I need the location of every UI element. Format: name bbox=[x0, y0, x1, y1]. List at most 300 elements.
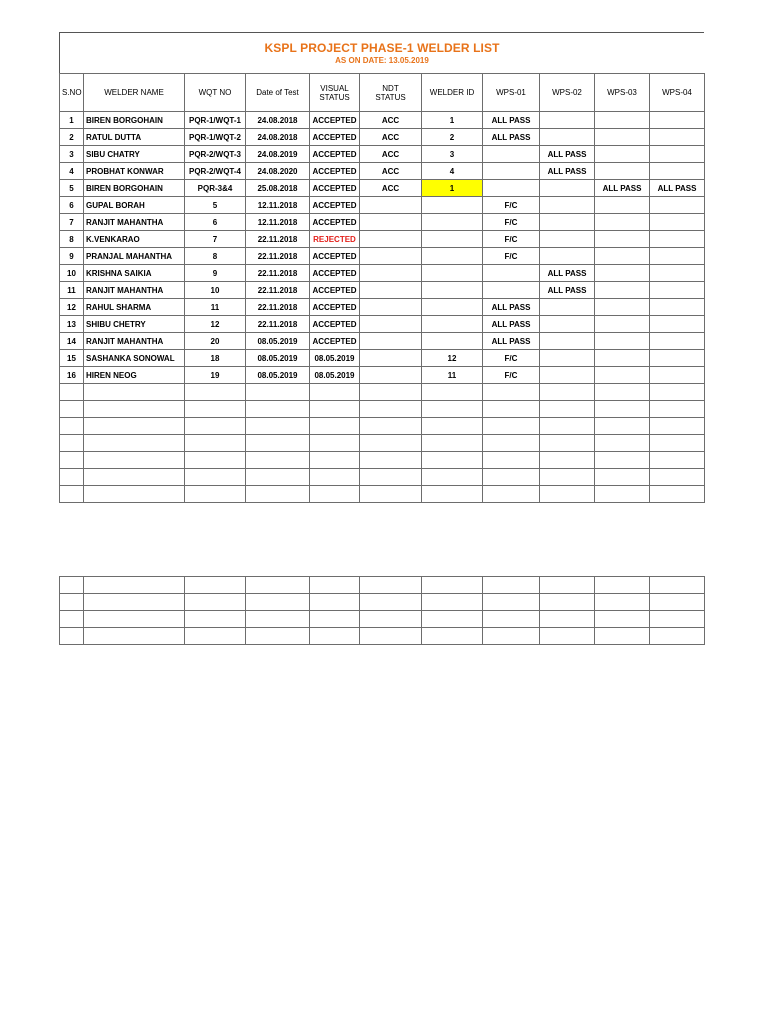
cell-sno: 10 bbox=[60, 265, 84, 282]
cell-wps-03 bbox=[595, 299, 650, 316]
empty-row bbox=[60, 435, 705, 452]
cell-date-of-test: 12.11.2018 bbox=[246, 214, 310, 231]
cell-welder-name: K.VENKARAO bbox=[84, 231, 185, 248]
empty-cell bbox=[60, 486, 84, 503]
cell-wps-03 bbox=[595, 112, 650, 129]
empty-cell bbox=[483, 401, 540, 418]
empty-cell bbox=[483, 594, 540, 611]
cell-visual-status: ACCEPTED bbox=[310, 248, 360, 265]
empty-cell bbox=[60, 384, 84, 401]
cell-welder-id bbox=[422, 197, 483, 214]
cell-date-of-test: 22.11.2018 bbox=[246, 248, 310, 265]
empty-cell bbox=[185, 577, 246, 594]
cell-wps-02 bbox=[540, 129, 595, 146]
empty-cell bbox=[360, 418, 422, 435]
blank-grid-block bbox=[59, 576, 704, 645]
cell-welder-name: RANJIT MAHANTHA bbox=[84, 282, 185, 299]
as-on-date: AS ON DATE: 13.05.2019 bbox=[335, 56, 429, 65]
cell-wps-01: ALL PASS bbox=[483, 129, 540, 146]
empty-cell bbox=[360, 435, 422, 452]
empty-cell bbox=[360, 628, 422, 645]
cell-wqt-no: 8 bbox=[185, 248, 246, 265]
cell-visual-status: ACCEPTED bbox=[310, 282, 360, 299]
cell-wps-02 bbox=[540, 299, 595, 316]
cell-ndt-status bbox=[360, 214, 422, 231]
cell-wps-03 bbox=[595, 248, 650, 265]
empty-cell bbox=[595, 577, 650, 594]
cell-wqt-no: 6 bbox=[185, 214, 246, 231]
cell-ndt-status bbox=[360, 350, 422, 367]
empty-cell bbox=[650, 469, 705, 486]
empty-cell bbox=[650, 486, 705, 503]
cell-visual-status: ACCEPTED bbox=[310, 180, 360, 197]
empty-cell bbox=[540, 418, 595, 435]
empty-cell bbox=[650, 418, 705, 435]
cell-wqt-no: PQR-1/WQT-2 bbox=[185, 129, 246, 146]
cell-wps-03 bbox=[595, 333, 650, 350]
cell-welder-id bbox=[422, 282, 483, 299]
cell-wps-01: ALL PASS bbox=[483, 333, 540, 350]
cell-sno: 15 bbox=[60, 350, 84, 367]
empty-cell bbox=[84, 384, 185, 401]
header-ndt-line1: NDT bbox=[382, 83, 399, 93]
cell-date-of-test: 22.11.2018 bbox=[246, 265, 310, 282]
cell-wps-04: ALL PASS bbox=[650, 180, 705, 197]
cell-wps-01: F/C bbox=[483, 214, 540, 231]
cell-ndt-status: ACC bbox=[360, 146, 422, 163]
empty-cell bbox=[650, 577, 705, 594]
cell-visual-status: ACCEPTED bbox=[310, 197, 360, 214]
empty-cell bbox=[422, 435, 483, 452]
cell-wps-04 bbox=[650, 367, 705, 384]
empty-cell bbox=[360, 486, 422, 503]
empty-cell bbox=[360, 384, 422, 401]
empty-cell bbox=[422, 452, 483, 469]
cell-wps-01: ALL PASS bbox=[483, 316, 540, 333]
empty-cell bbox=[310, 594, 360, 611]
empty-cell bbox=[422, 401, 483, 418]
cell-welder-name: RATUL DUTTA bbox=[84, 129, 185, 146]
empty-cell bbox=[84, 452, 185, 469]
empty-row bbox=[60, 486, 705, 503]
cell-welder-id bbox=[422, 248, 483, 265]
cell-wps-01 bbox=[483, 146, 540, 163]
table-row bbox=[60, 333, 705, 350]
empty-cell bbox=[84, 577, 185, 594]
cell-wps-04 bbox=[650, 265, 705, 282]
cell-wqt-no: PQR-3&4 bbox=[185, 180, 246, 197]
empty-cell bbox=[540, 469, 595, 486]
empty-cell bbox=[310, 401, 360, 418]
empty-cell bbox=[360, 577, 422, 594]
cell-date-of-test: 08.05.2019 bbox=[246, 333, 310, 350]
cell-wps-04 bbox=[650, 350, 705, 367]
cell-wps-02 bbox=[540, 112, 595, 129]
empty-cell bbox=[60, 628, 84, 645]
cell-welder-id: 4 bbox=[422, 163, 483, 180]
cell-wps-01: ALL PASS bbox=[483, 299, 540, 316]
cell-visual-status: ACCEPTED bbox=[310, 316, 360, 333]
empty-row bbox=[60, 401, 705, 418]
empty-cell bbox=[540, 628, 595, 645]
empty-cell bbox=[84, 418, 185, 435]
empty-cell bbox=[483, 384, 540, 401]
cell-wps-03 bbox=[595, 163, 650, 180]
empty-cell bbox=[650, 628, 705, 645]
empty-cell bbox=[84, 401, 185, 418]
cell-date-of-test: 22.11.2018 bbox=[246, 282, 310, 299]
header-wps-03: WPS-03 bbox=[595, 74, 650, 112]
cell-visual-status: ACCEPTED bbox=[310, 163, 360, 180]
cell-date-of-test: 24.08.2019 bbox=[246, 146, 310, 163]
cell-wps-03 bbox=[595, 197, 650, 214]
cell-sno: 12 bbox=[60, 299, 84, 316]
cell-wps-04 bbox=[650, 214, 705, 231]
cell-ndt-status bbox=[360, 265, 422, 282]
cell-ndt-status bbox=[360, 333, 422, 350]
cell-welder-id: 2 bbox=[422, 129, 483, 146]
empty-cell bbox=[422, 384, 483, 401]
empty-cell bbox=[185, 486, 246, 503]
empty-cell bbox=[595, 452, 650, 469]
empty-cell bbox=[246, 435, 310, 452]
empty-cell bbox=[310, 628, 360, 645]
empty-cell bbox=[60, 611, 84, 628]
cell-wps-02 bbox=[540, 231, 595, 248]
cell-sno: 11 bbox=[60, 282, 84, 299]
empty-cell bbox=[185, 384, 246, 401]
empty-cell bbox=[185, 628, 246, 645]
cell-date-of-test: 25.08.2018 bbox=[246, 180, 310, 197]
cell-welder-name: SIBU CHATRY bbox=[84, 146, 185, 163]
cell-wps-04 bbox=[650, 282, 705, 299]
empty-cell bbox=[540, 435, 595, 452]
cell-wps-02 bbox=[540, 214, 595, 231]
cell-welder-name: GUPAL BORAH bbox=[84, 197, 185, 214]
header-visual-line2: STATUS bbox=[319, 92, 350, 102]
empty-cell bbox=[540, 384, 595, 401]
cell-ndt-status bbox=[360, 299, 422, 316]
cell-welder-name: BIREN BORGOHAIN bbox=[84, 180, 185, 197]
cell-welder-name: SASHANKA SONOWAL bbox=[84, 350, 185, 367]
cell-welder-name: RANJIT MAHANTHA bbox=[84, 333, 185, 350]
cell-sno: 13 bbox=[60, 316, 84, 333]
cell-ndt-status: ACC bbox=[360, 180, 422, 197]
empty-cell bbox=[540, 401, 595, 418]
table-row bbox=[60, 163, 705, 180]
cell-wps-02: ALL PASS bbox=[540, 282, 595, 299]
cell-wps-02: ALL PASS bbox=[540, 265, 595, 282]
empty-cell bbox=[650, 384, 705, 401]
header-wps-04: WPS-04 bbox=[650, 74, 705, 112]
cell-wps-03 bbox=[595, 350, 650, 367]
cell-date-of-test: 22.11.2018 bbox=[246, 316, 310, 333]
cell-wps-03 bbox=[595, 316, 650, 333]
empty-cell bbox=[246, 628, 310, 645]
cell-welder-name: SHIBU CHETRY bbox=[84, 316, 185, 333]
cell-wps-02 bbox=[540, 367, 595, 384]
table-row bbox=[60, 367, 705, 384]
cell-wqt-no: PQR-2/WQT-4 bbox=[185, 163, 246, 180]
cell-wps-01: F/C bbox=[483, 197, 540, 214]
cell-sno: 1 bbox=[60, 112, 84, 129]
table-row bbox=[60, 299, 705, 316]
header-date-of-test: Date of Test bbox=[246, 74, 310, 112]
empty-cell bbox=[595, 418, 650, 435]
header-wps-02: WPS-02 bbox=[540, 74, 595, 112]
cell-wps-01: F/C bbox=[483, 231, 540, 248]
cell-welder-name: RAHUL SHARMA bbox=[84, 299, 185, 316]
cell-wps-01 bbox=[483, 180, 540, 197]
table-row bbox=[60, 214, 705, 231]
header-ndt-line2: STATUS bbox=[375, 92, 406, 102]
empty-cell bbox=[595, 628, 650, 645]
cell-sno: 9 bbox=[60, 248, 84, 265]
cell-wps-01 bbox=[483, 163, 540, 180]
empty-cell bbox=[483, 577, 540, 594]
cell-welder-name: RANJIT MAHANTHA bbox=[84, 214, 185, 231]
header-wps-01: WPS-01 bbox=[483, 74, 540, 112]
empty-cell bbox=[246, 452, 310, 469]
table-row bbox=[60, 282, 705, 299]
header-wqt-no: WQT NO bbox=[185, 74, 246, 112]
empty-cell bbox=[185, 469, 246, 486]
cell-welder-id bbox=[422, 333, 483, 350]
cell-welder-id: 12 bbox=[422, 350, 483, 367]
empty-cell bbox=[185, 452, 246, 469]
cell-welder-id: 11 bbox=[422, 367, 483, 384]
empty-cell bbox=[60, 418, 84, 435]
cell-wps-01 bbox=[483, 265, 540, 282]
empty-cell bbox=[84, 469, 185, 486]
sheet-title: KSPL PROJECT PHASE-1 WELDER LIST bbox=[264, 41, 500, 55]
cell-visual-status: 08.05.2019 bbox=[310, 350, 360, 367]
cell-wqt-no: PQR-1/WQT-1 bbox=[185, 112, 246, 129]
cell-wps-04 bbox=[650, 299, 705, 316]
empty-cell bbox=[185, 435, 246, 452]
empty-cell bbox=[246, 611, 310, 628]
empty-cell bbox=[595, 401, 650, 418]
cell-wps-04 bbox=[650, 248, 705, 265]
empty-cell bbox=[595, 384, 650, 401]
table-row bbox=[60, 146, 705, 163]
empty-cell bbox=[310, 577, 360, 594]
cell-date-of-test: 24.08.2018 bbox=[246, 129, 310, 146]
cell-ndt-status bbox=[360, 248, 422, 265]
empty-cell bbox=[422, 469, 483, 486]
cell-date-of-test: 22.11.2018 bbox=[246, 231, 310, 248]
empty-cell bbox=[540, 452, 595, 469]
empty-cell bbox=[310, 384, 360, 401]
header-welder-id: WELDER ID bbox=[422, 74, 483, 112]
cell-date-of-test: 08.05.2019 bbox=[246, 350, 310, 367]
table-row bbox=[60, 316, 705, 333]
header-ndt-status bbox=[360, 74, 422, 112]
empty-row bbox=[60, 577, 705, 594]
cell-wps-04 bbox=[650, 333, 705, 350]
cell-wps-02 bbox=[540, 350, 595, 367]
empty-cell bbox=[60, 401, 84, 418]
cell-wqt-no: 11 bbox=[185, 299, 246, 316]
header-visual-status bbox=[310, 74, 360, 112]
empty-cell bbox=[360, 594, 422, 611]
cell-wps-04 bbox=[650, 146, 705, 163]
cell-wqt-no: 9 bbox=[185, 265, 246, 282]
empty-cell bbox=[483, 469, 540, 486]
empty-cell bbox=[246, 594, 310, 611]
empty-cell bbox=[84, 611, 185, 628]
cell-welder-name: KRISHNA SAIKIA bbox=[84, 265, 185, 282]
empty-cell bbox=[84, 594, 185, 611]
cell-wps-03 bbox=[595, 231, 650, 248]
empty-row bbox=[60, 418, 705, 435]
cell-wps-04 bbox=[650, 316, 705, 333]
cell-wps-04 bbox=[650, 163, 705, 180]
cell-welder-name: BIREN BORGOHAIN bbox=[84, 112, 185, 129]
cell-sno: 4 bbox=[60, 163, 84, 180]
empty-cell bbox=[483, 435, 540, 452]
empty-cell bbox=[650, 594, 705, 611]
empty-cell bbox=[650, 435, 705, 452]
cell-sno: 6 bbox=[60, 197, 84, 214]
empty-cell bbox=[595, 469, 650, 486]
cell-sno: 2 bbox=[60, 129, 84, 146]
cell-visual-status: ACCEPTED bbox=[310, 299, 360, 316]
cell-visual-status: ACCEPTED bbox=[310, 333, 360, 350]
empty-cell bbox=[185, 611, 246, 628]
empty-cell bbox=[310, 611, 360, 628]
cell-ndt-status bbox=[360, 231, 422, 248]
empty-cell bbox=[185, 594, 246, 611]
cell-wps-04 bbox=[650, 231, 705, 248]
empty-cell bbox=[595, 611, 650, 628]
cell-ndt-status: ACC bbox=[360, 129, 422, 146]
empty-cell bbox=[60, 435, 84, 452]
empty-row bbox=[60, 469, 705, 486]
cell-wps-03 bbox=[595, 146, 650, 163]
empty-cell bbox=[422, 418, 483, 435]
empty-cell bbox=[483, 628, 540, 645]
cell-date-of-test: 12.11.2018 bbox=[246, 197, 310, 214]
empty-cell bbox=[185, 418, 246, 435]
cell-welder-id bbox=[422, 316, 483, 333]
cell-welder-id bbox=[422, 299, 483, 316]
cell-wps-04 bbox=[650, 129, 705, 146]
cell-wqt-no: 7 bbox=[185, 231, 246, 248]
cell-sno: 5 bbox=[60, 180, 84, 197]
empty-cell bbox=[360, 452, 422, 469]
cell-wps-03 bbox=[595, 265, 650, 282]
empty-cell bbox=[540, 611, 595, 628]
empty-cell bbox=[60, 577, 84, 594]
cell-wps-03: ALL PASS bbox=[595, 180, 650, 197]
cell-wqt-no: 20 bbox=[185, 333, 246, 350]
cell-visual-status: 08.05.2019 bbox=[310, 367, 360, 384]
cell-ndt-status bbox=[360, 197, 422, 214]
empty-cell bbox=[246, 384, 310, 401]
empty-cell bbox=[422, 611, 483, 628]
empty-cell bbox=[483, 418, 540, 435]
empty-row bbox=[60, 384, 705, 401]
cell-wps-02 bbox=[540, 333, 595, 350]
table-row bbox=[60, 248, 705, 265]
empty-cell bbox=[310, 418, 360, 435]
empty-cell bbox=[84, 628, 185, 645]
empty-row bbox=[60, 594, 705, 611]
empty-cell bbox=[422, 577, 483, 594]
cell-visual-status: ACCEPTED bbox=[310, 265, 360, 282]
cell-welder-id bbox=[422, 265, 483, 282]
cell-wps-03 bbox=[595, 367, 650, 384]
empty-cell bbox=[246, 418, 310, 435]
empty-cell bbox=[185, 401, 246, 418]
empty-cell bbox=[595, 435, 650, 452]
table-row bbox=[60, 231, 705, 248]
empty-cell bbox=[650, 452, 705, 469]
cell-sno: 14 bbox=[60, 333, 84, 350]
cell-sno: 3 bbox=[60, 146, 84, 163]
cell-visual-status: ACCEPTED bbox=[310, 112, 360, 129]
header-welder-name: WELDER NAME bbox=[84, 74, 185, 112]
cell-sno: 16 bbox=[60, 367, 84, 384]
cell-wqt-no: PQR-2/WQT-3 bbox=[185, 146, 246, 163]
cell-visual-status: ACCEPTED bbox=[310, 146, 360, 163]
cell-wps-02: ALL PASS bbox=[540, 163, 595, 180]
cell-ndt-status: ACC bbox=[360, 112, 422, 129]
title-block bbox=[59, 32, 704, 73]
empty-cell bbox=[650, 611, 705, 628]
cell-wps-02 bbox=[540, 180, 595, 197]
cell-wqt-no: 18 bbox=[185, 350, 246, 367]
cell-date-of-test: 24.08.2018 bbox=[246, 112, 310, 129]
table-row bbox=[60, 350, 705, 367]
empty-cell bbox=[483, 486, 540, 503]
cell-sno: 8 bbox=[60, 231, 84, 248]
empty-cell bbox=[310, 452, 360, 469]
empty-cell bbox=[540, 486, 595, 503]
empty-cell bbox=[483, 611, 540, 628]
cell-welder-id bbox=[422, 231, 483, 248]
cell-wps-03 bbox=[595, 129, 650, 146]
header-row bbox=[60, 74, 705, 112]
empty-row bbox=[60, 611, 705, 628]
empty-cell bbox=[540, 577, 595, 594]
cell-welder-id bbox=[422, 214, 483, 231]
cell-welder-name: PRANJAL MAHANTHA bbox=[84, 248, 185, 265]
blank-table bbox=[59, 576, 705, 645]
empty-cell bbox=[422, 486, 483, 503]
empty-cell bbox=[60, 469, 84, 486]
header-sno: S.NO bbox=[60, 74, 84, 112]
cell-wps-02 bbox=[540, 316, 595, 333]
empty-cell bbox=[595, 486, 650, 503]
empty-cell bbox=[60, 452, 84, 469]
empty-cell bbox=[360, 469, 422, 486]
table-row bbox=[60, 265, 705, 282]
cell-sno: 7 bbox=[60, 214, 84, 231]
empty-cell bbox=[540, 594, 595, 611]
cell-welder-name: HIREN NEOG bbox=[84, 367, 185, 384]
empty-cell bbox=[360, 611, 422, 628]
empty-cell bbox=[310, 435, 360, 452]
cell-visual-status: REJECTED bbox=[310, 231, 360, 248]
cell-welder-id: 1 bbox=[422, 112, 483, 129]
table-row bbox=[60, 129, 705, 146]
cell-wqt-no: 10 bbox=[185, 282, 246, 299]
cell-wps-01: ALL PASS bbox=[483, 112, 540, 129]
cell-ndt-status: ACC bbox=[360, 163, 422, 180]
cell-wps-01: F/C bbox=[483, 367, 540, 384]
